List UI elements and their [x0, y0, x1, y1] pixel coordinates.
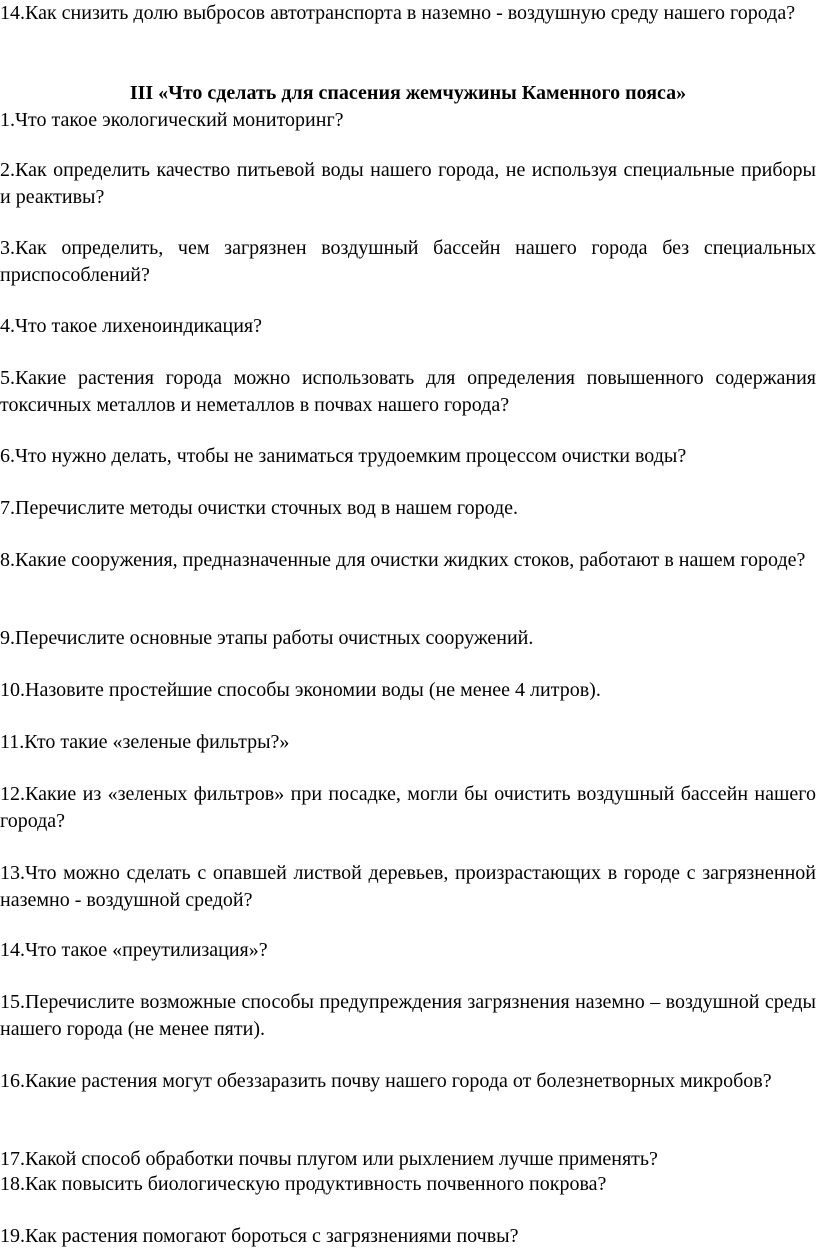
question-7: 7.Перечислите методы очистки сточных вод в нашем городе. — [0, 497, 519, 519]
question-9: 9.Перечислите основные этапы работы очистных сооружений. — [0, 627, 534, 649]
question-12: 12.Какие из «зеленых фильтров» при посадке, могли бы очистить воздушный бассейн нашего города? — [0, 783, 816, 832]
question-4: 4.Что такое лихеноиндикация? — [0, 315, 262, 337]
question-13: 13.Что можно сделать с опавшей листвой деревьев, произрастающих в городе с загрязненной наземно - воздушной средой? — [0, 862, 816, 911]
question-10: 10.Назовите простейшие способы экономии воды (не менее 4 литров). — [0, 679, 601, 701]
question-16: 16.Какие растения могут обеззаразить почву нашего города от болезнетворных микробов? — [0, 1070, 772, 1092]
question-15: 15.Перечислите возможные способы предупреждения загрязнения наземно – воздушной среды нашего города (не менее пяти). — [0, 991, 816, 1040]
question-17: 17.Какой способ обработки почвы плугом или рыхлением лучше применять? — [0, 1148, 658, 1170]
question-3: 3.Как определить, чем загрязнен воздушный бассейн нашего города без специальных приспособлений? — [0, 237, 816, 286]
question-1: 1.Что такое экологический мониторинг? — [0, 109, 344, 131]
question-14: 14.Что такое «преутилизация»? — [0, 939, 268, 961]
question-5: 5.Какие растения города можно использовать для определения повышенного содержания токсичных металлов и неметаллов в почвах нашего города? — [0, 367, 816, 416]
intro-question: 14.Как снизить долю выбросов автотранспорта в наземно - воздушную среду нашего города? — [0, 2, 796, 24]
question-6: 6.Что нужно делать, чтобы не заниматься трудоемким процессом очистки воды? — [0, 445, 687, 467]
question-18: 18.Как повысить биологическую продуктивность почвенного покрова? — [0, 1173, 607, 1195]
question-8: 8.Какие сооружения, предназначенные для очистки жидких стоков, работают в нашем городе? — [0, 549, 806, 571]
question-19: 19.Как растения помогают бороться с загрязнениями почвы? — [0, 1225, 519, 1247]
section-title: III «Что сделать для спасения жемчужины Каменного пояса» — [129, 82, 687, 104]
question-11: 11.Кто такие «зеленые фильтры?» — [0, 731, 290, 753]
question-2: 2.Как определить качество питьевой воды нашего города, не используя специальные приборы и реактивы? — [0, 159, 816, 208]
